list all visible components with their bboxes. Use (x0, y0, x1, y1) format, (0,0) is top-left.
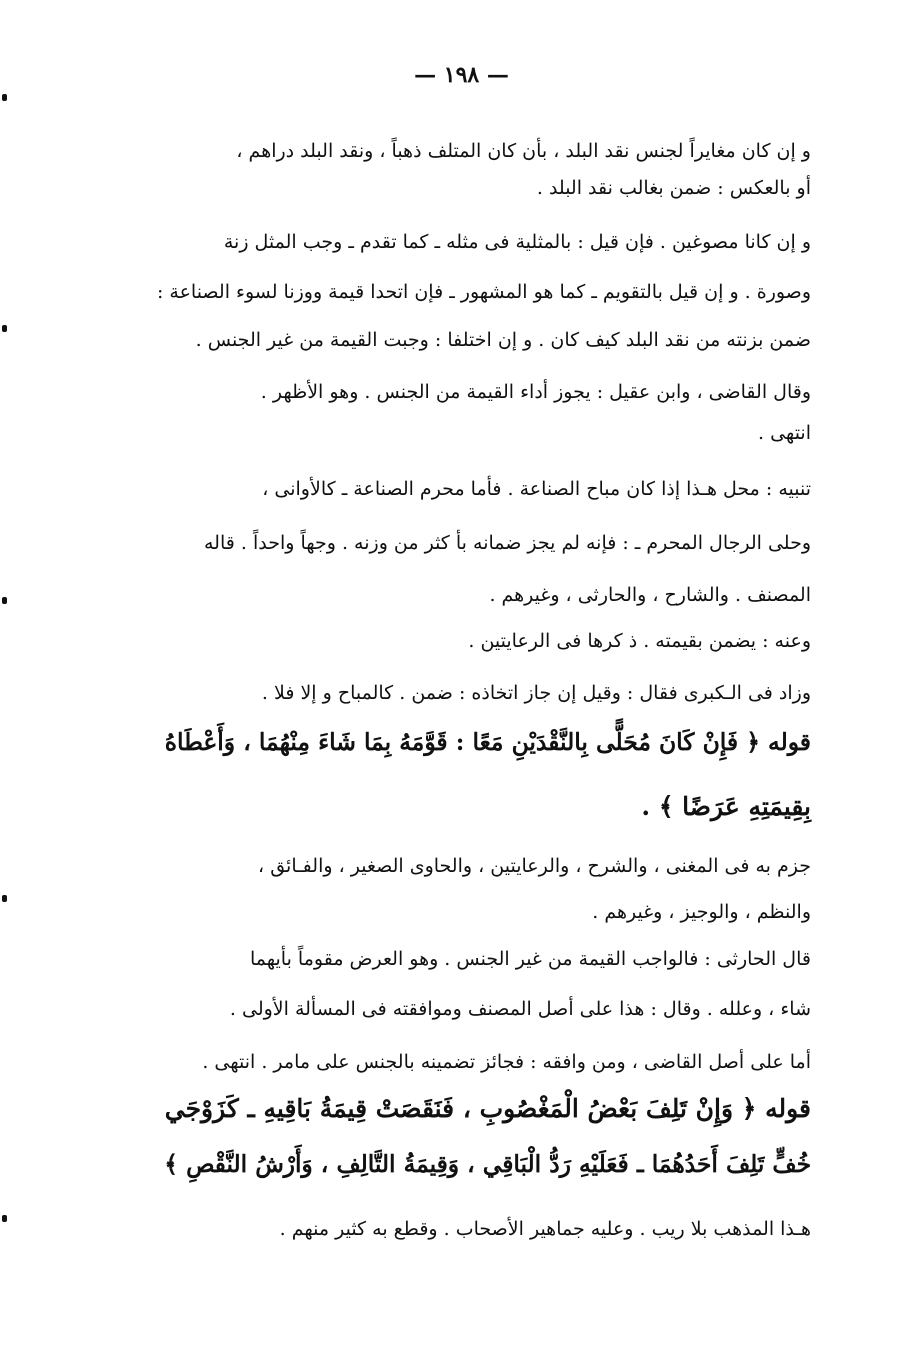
scan-mark (2, 94, 7, 101)
text-line: و إن كانا مصوغين . فإن قيل : بالمثلية فى مثله ـ كما تقدم ـ وجب المثل زنة (223, 231, 811, 253)
scan-mark (2, 325, 7, 332)
text-line: وصورة . و إن قيل بالتقويم ـ كما هو المشهور ـ فإن اتحدا قيمة ووزنا لسوء الصناعة : (156, 281, 811, 303)
text-line: و إن كان مغايراً لجنس نقد البلد ، بأن كان المتلف ذهباً ، ونقد البلد دراهم ، (236, 140, 811, 162)
text-line: المصنف . والشارح ، والحارثى ، وغيرهم . (489, 584, 811, 606)
page-number: — ١٩٨ — (414, 62, 509, 88)
text-line: أما على أصل القاضى ، ومن وافقه : فجائز تضمينه بالجنس على مامر . انتهى . (202, 1051, 811, 1073)
scan-mark (2, 597, 7, 604)
quote-line: قوله ﴿ وَإِنْ تَلِفَ بَعْضُ الْمَغْصُوبِ ، فَنَقَصَتْ قِيمَةُ بَاقِيهِ ـ كَزَوْجَي (164, 1094, 811, 1123)
quote-line: قوله ﴿ فَإِنْ كَانَ مُحَلًّى بِالنَّقْدَيْنِ مَعًا : قَوَّمَهُ بِمَا شَاءَ مِنْهُمَا ، وَأَعْطَاهُ (164, 728, 811, 756)
text-line: ضمن بزنته من نقد البلد كيف كان . و إن اختلفا : وجبت القيمة من غير الجنس . (195, 329, 811, 351)
text-line: شاء ، وعلله . وقال : هذا على أصل المصنف وموافقته فى المسألة الأولى . (229, 998, 811, 1020)
text-line: جزم به فى المغنى ، والشرح ، والرعايتين ، والحاوى الصغير ، والفـائق ، (258, 855, 811, 877)
text-line: أو بالعكس : ضمن بغالب نقد البلد . (536, 177, 811, 199)
scan-mark (2, 1215, 7, 1222)
scan-mark (2, 895, 7, 902)
text-line: قال الحارثى : فالواجب القيمة من غير الجنس . وهو العرض مقوماً بأيهما (249, 948, 811, 970)
text-line: انتهى . (758, 422, 811, 444)
text-line: والنظم ، والوجيز ، وغيرهم . (592, 901, 811, 923)
text-line: وحلى الرجال المحرم ـ : فإنه لم يجز ضمانه بأ كثر من وزنه . وجهاً واحداً . قاله (204, 532, 811, 554)
text-line: وزاد فى الـكبرى فقال : وقيل إن جاز اتخاذه : ضمن . كالمباح و إلا فلا . (261, 682, 811, 704)
text-line: وعنه : يضمن بقيمته . ذ كرها فى الرعايتين . (468, 630, 811, 652)
quote-line: بِقِيمَتِهِ عَرَضًا ﴾ . (641, 792, 811, 821)
text-line: تنبيه : محل هـذا إذا كان مباح الصناعة . فأما محرم الصناعة ـ كالأوانى ، (262, 478, 811, 500)
text-line: هـذا المذهب بلا ريب . وعليه جماهير الأصحاب . وقطع به كثير منهم . (279, 1218, 811, 1240)
text-line: وقال القاضى ، وابن عقيل : يجوز أداء القيمة من الجنس . وهو الأظهر . (260, 381, 811, 403)
quote-line: خُفٍّ تَلِفَ أَحَدُهُمَا ـ فَعَلَيْهِ رَدُّ الْبَاقِي ، وَقِيمَةُ التَّالِفِ ، وَأَرْشُ النَّقْصِ ﴾ (164, 1150, 811, 1178)
